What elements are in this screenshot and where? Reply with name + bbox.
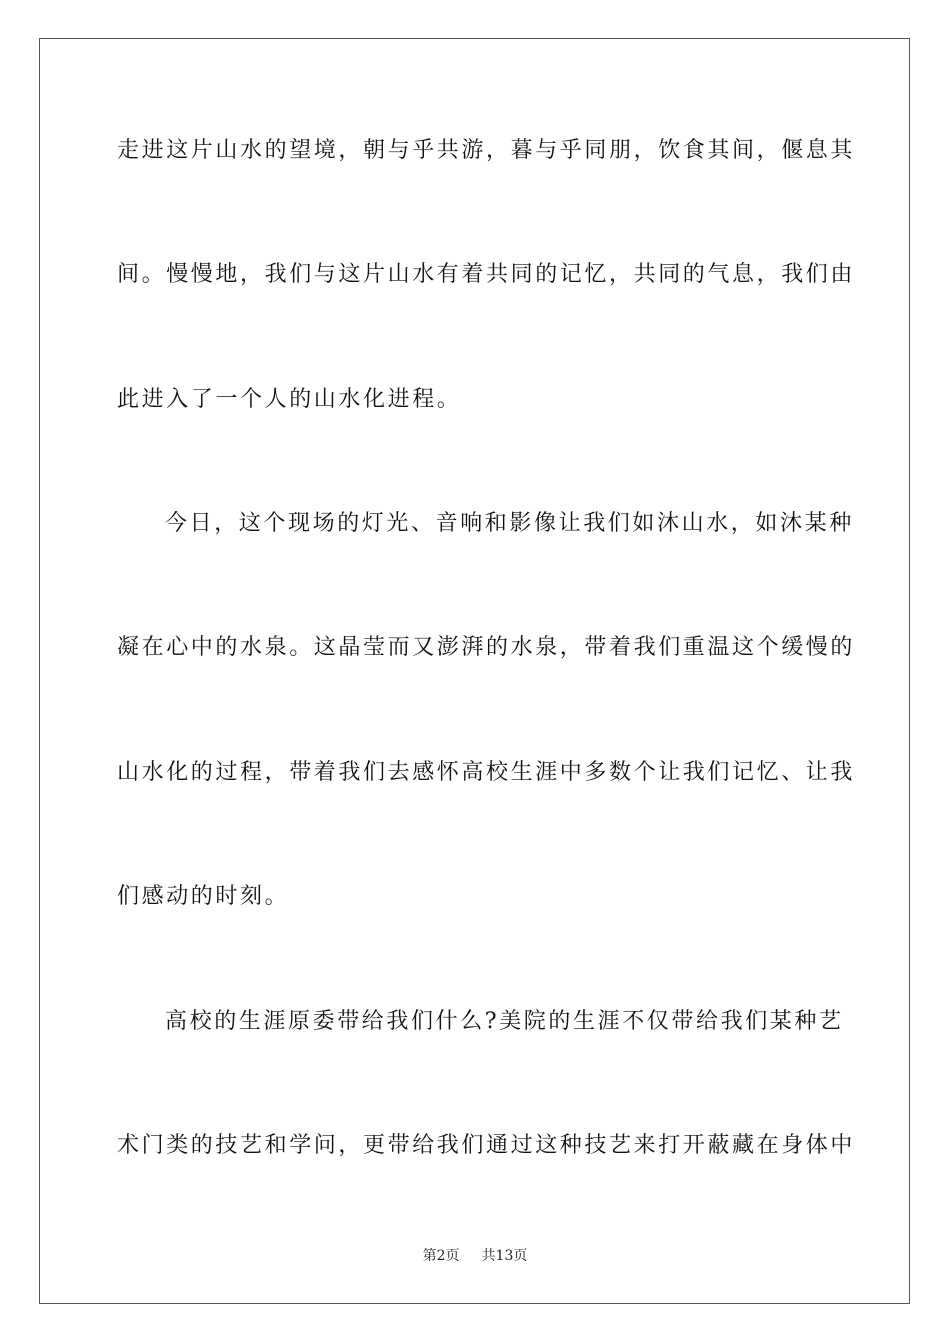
text-line: 走进这片山水的望境，朝与乎共游，暮与乎同朋，饮食其间，偃息其 (117, 138, 856, 163)
page-footer (0, 1246, 950, 1266)
text-line: 间。慢慢地，我们与这片山水有着共同的记忆，共同的气息，我们由 (117, 262, 856, 287)
page-number: 第2页 (422, 1248, 460, 1264)
paragraph-start-line: 今日，这个现场的灯光、音响和影像让我们如沐山水，如沐某种 (165, 511, 854, 536)
text-line: 们感动的时刻。 (117, 884, 290, 909)
total-pages: 共13页 (481, 1248, 528, 1264)
text-line: 术门类的技艺和学问，更带给我们通过这种技艺来打开蔽藏在身体中 (117, 1133, 856, 1158)
page-border (39, 38, 910, 1304)
text-line: 此进入了一个人的山水化进程。 (117, 387, 462, 412)
text-line: 山水化的过程，带着我们去感怀高校生涯中多数个让我们记忆、让我 (117, 760, 856, 785)
paragraph-start-line: 高校的生涯原委带给我们什么?美院的生涯不仅带给我们某种艺 (165, 1009, 844, 1034)
text-line: 凝在心中的水泉。这晶莹而又澎湃的水泉，带着我们重温这个缓慢的 (117, 635, 856, 660)
